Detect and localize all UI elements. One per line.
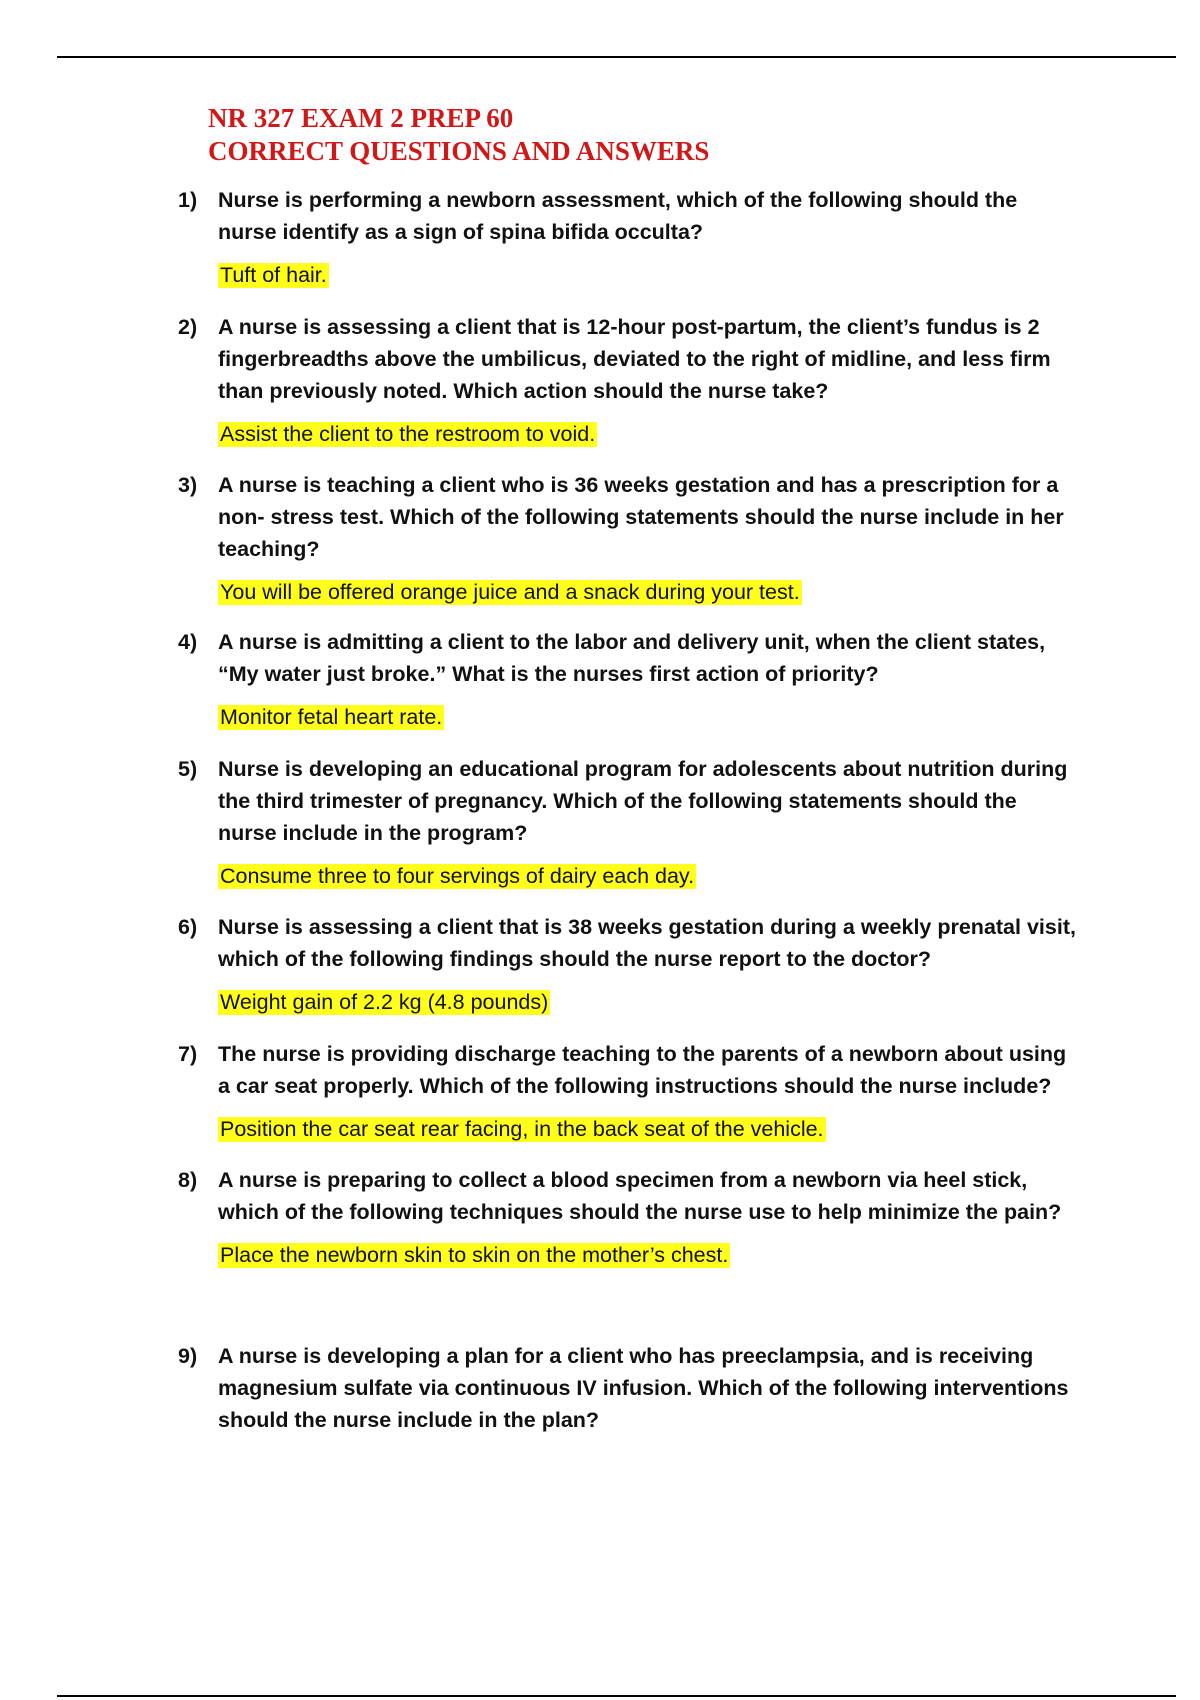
top-rule [57,56,1176,58]
answer-highlight: Position the car seat rear facing, in the back seat of the vehicle. [220,1117,824,1141]
question-number: 5) [178,757,198,781]
question-text: Nurse is performing a newborn assessment, which of the following should the nurse identify as a sign of spina bifida occulta? [218,188,1018,244]
question-text: Nurse is developing an educational program for adolescents about nutrition during the third trimester of pregnancy. Which of the following statements should the nurse include in the program? [218,757,1068,845]
answer-highlight: You will be offered orange juice and a snack during your test. [220,580,800,604]
question-item [178,1340,1078,1436]
question-item [178,469,1078,607]
question-number: 8) [178,1168,198,1192]
question-text: A nurse is teaching a client who is 36 weeks gestation and has a prescription for a non- stress test. Which of the following statements should the nurse include in her teaching? [218,473,1064,561]
question-text: Nurse is assessing a client that is 38 weeks gestation during a weekly prenatal visit, which of the following findings should the nurse report to the doctor? [218,915,1076,971]
answer-highlight: Monitor fetal heart rate. [220,705,443,729]
question-item [178,1164,1078,1270]
answer-highlight: Assist the client to the restroom to void. [220,422,596,446]
answer-highlight: Consume three to four servings of dairy each day. [220,864,695,888]
question-text: A nurse is admitting a client to the labor and delivery unit, when the client states, “My water just broke.” What is the nurses first action of priority? [218,630,1046,686]
question-text: A nurse is assessing a client that is 12-hour post-partum, the client’s fundus is 2 fingerbreadths above the umbilicus, deviated to the right of midline, and less firm than previously noted. Which action should the nurse take? [218,315,1051,403]
question-number: 9) [178,1344,198,1368]
title-line-2: CORRECT QUESTIONS AND ANSWERS [208,136,710,166]
answer-highlight: Weight gain of 2.2 kg (4.8 pounds) [220,990,549,1014]
question-number: 1) [178,188,198,212]
question-item [178,311,1078,449]
question-item [178,184,1078,290]
question-number: 4) [178,630,198,654]
question-text: The nurse is providing discharge teaching to the parents of a newborn about using a car seat properly. Which of the following instructions should the nurse include? [218,1042,1067,1098]
question-text: A nurse is preparing to collect a blood specimen from a newborn via heel stick, which of the following techniques should the nurse use to help minimize the pain? [218,1168,1062,1224]
page-title [208,102,709,168]
answer-highlight: Place the newborn skin to skin on the mother’s chest. [220,1243,729,1267]
question-item [178,753,1078,891]
question-item [178,626,1078,732]
question-number: 6) [178,915,198,939]
title-line-1: NR 327 EXAM 2 PREP 60 [208,103,514,133]
bottom-rule [57,1695,1176,1697]
question-text: A nurse is developing a plan for a client who has preeclampsia, and is receiving magnesium sulfate via continuous IV infusion. Which of the following interventions should the nurse include in the plan? [218,1344,1069,1432]
answer-highlight: Tuft of hair. [220,263,327,287]
question-number: 2) [178,315,198,339]
question-item [178,1038,1078,1144]
question-number: 7) [178,1042,198,1066]
question-number: 3) [178,473,198,497]
question-item [178,911,1078,1017]
